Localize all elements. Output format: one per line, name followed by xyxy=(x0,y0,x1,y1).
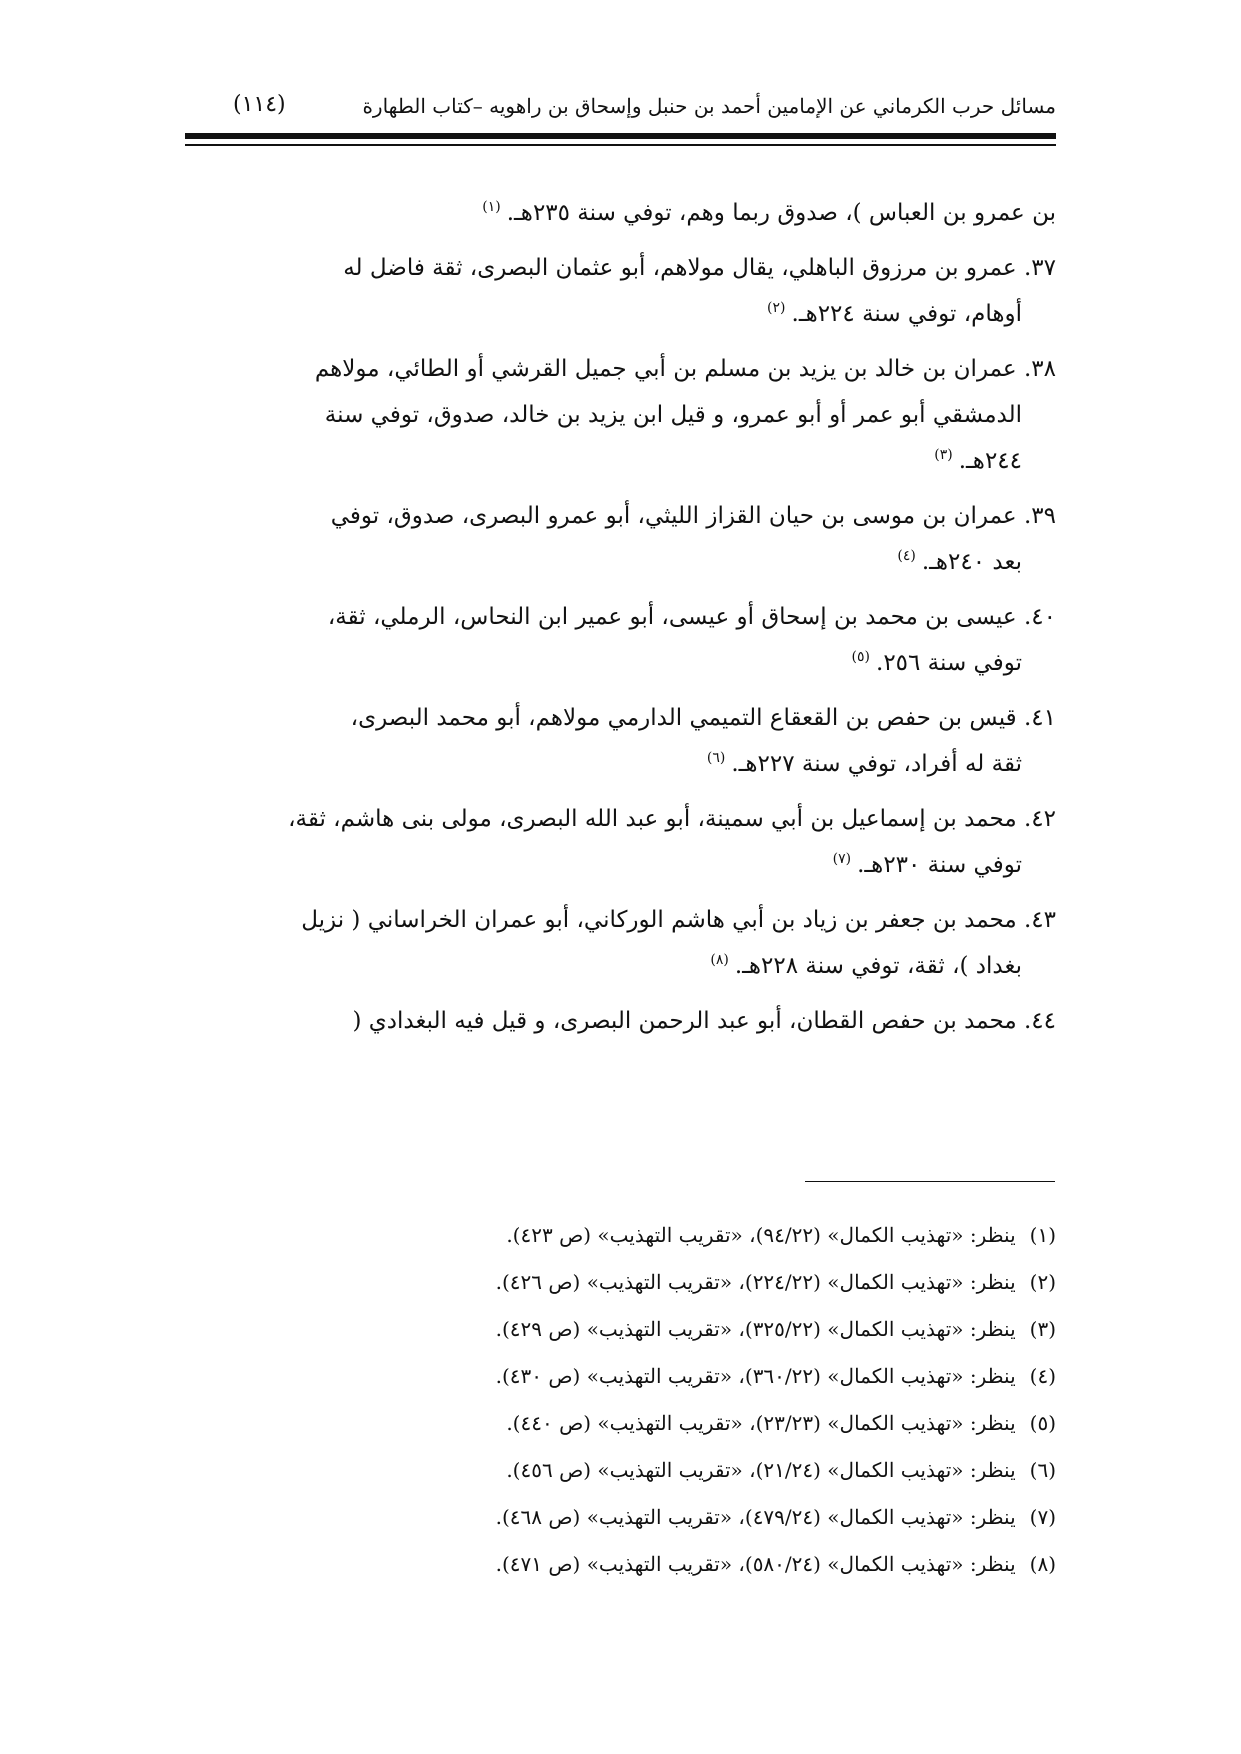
footnote-ref: (٤) xyxy=(897,548,916,565)
entry-line: محمد بن حفص القطان، أبو عبد الرحمن البصرى، و قيل فيه البغدادي ( xyxy=(352,1008,1017,1034)
footnote-text: ينظر: «تهذيب الكمال» (٩٤/٢٢)، «تقريب التهذيب» (ص ٤٢٣). xyxy=(506,1223,1016,1247)
footnote-text: ينظر: «تهذيب الكمال» (٣٦٠/٢٢)، «تقريب التهذيب» (ص ٤٣٠). xyxy=(495,1364,1016,1388)
header-title: مسائل حرب الكرماني عن الإمامين أحمد بن حنبل وإسحاق بن راهويه –كتاب الطهارة xyxy=(362,94,1056,118)
entry-line: عيسى بن محمد بن إسحاق أو عيسى، أبو عمير ابن النحاس، الرملي، ثقة، xyxy=(327,604,1017,630)
entry-line: بعد ٢٤٠هـ.$^{(٤)}$ xyxy=(897,548,1022,575)
footnote-number: (٧) xyxy=(1029,1505,1056,1529)
footnote-ref: (٢) xyxy=(767,300,786,317)
page-header xyxy=(185,80,1056,140)
entry-line: ثقة له أفراد، توفي سنة ٢٢٧هـ.$^{(٦)}$ xyxy=(706,750,1022,777)
entry-line: محمد بن جعفر بن زياد بن أبي هاشم الوركاني، أبو عمران الخراساني ( نزيل xyxy=(301,907,1017,933)
list-item xyxy=(185,695,1056,787)
footnote-number: (٦) xyxy=(1029,1458,1056,1482)
footnote-text: ينظر: «تهذيب الكمال» (٢٢٤/٢٢)، «تقريب التهذيب» (ص ٤٢٦). xyxy=(495,1270,1016,1294)
footnote-text: ينظر: «تهذيب الكمال» (٥٨٠/٢٤)، «تقريب التهذيب» (ص ٤٧١). xyxy=(495,1552,1016,1576)
entry-line: عمران بن موسى بن حيان القزاز الليثي، أبو عمرو البصرى، صدوق، توفي xyxy=(330,503,1017,529)
list-item xyxy=(185,998,1056,1044)
footnote xyxy=(185,1447,1056,1494)
footnote-ref: (٦) xyxy=(706,750,726,767)
footnote xyxy=(185,1353,1056,1400)
footnote-number: (٨) xyxy=(1029,1552,1056,1576)
entry-number: ٤٣. xyxy=(1023,907,1056,933)
entry-number: ٤٠. xyxy=(1023,604,1056,630)
entry-line: عمران بن خالد بن يزيد بن مسلم بن أبي جميل القرشي أو الطائي، مولاهم xyxy=(314,356,1017,382)
footnote xyxy=(185,1259,1056,1306)
list-item xyxy=(185,796,1056,888)
list-item xyxy=(185,594,1056,686)
footnote-number: (٢) xyxy=(1029,1270,1056,1294)
page-number: (١١٤) xyxy=(233,92,286,117)
entry-line: توفي سنة ٢٥٦.$^{(٥)}$ xyxy=(851,649,1022,676)
footnote xyxy=(185,1306,1056,1353)
entry-line: قيس بن حفص بن القعقاع التميمي الدارمي مولاهم، أبو محمد البصرى، xyxy=(350,705,1017,731)
footnote-number: (٥) xyxy=(1029,1411,1056,1435)
footnote-number: (١) xyxy=(1029,1223,1056,1247)
footnote xyxy=(185,1541,1056,1588)
entry-number: ٣٧. xyxy=(1023,255,1056,281)
continuation-text: بن عمرو بن العباس )، صدوق ربما وهم، توفي سنة ٢٣٥هـ.$^{(١)}$ xyxy=(482,199,1056,226)
footnote-ref: (٥) xyxy=(851,649,870,666)
footnote-ref: (١) xyxy=(482,199,501,216)
list-item xyxy=(185,245,1056,337)
footnote-ref: (٨) xyxy=(710,952,729,969)
entry-line: الدمشقي أبو عمر أو أبو عمرو، و قيل ابن يزيد بن خالد، صدوق، توفي سنة xyxy=(324,402,1022,428)
footnote-ref: (٣) xyxy=(934,447,953,464)
entry-line: بغداد )، ثقة، توفي سنة ٢٢٨هـ.$^{(٨)}$ xyxy=(710,952,1022,979)
entry-line: أوهام، توفي سنة ٢٢٤هـ.$^{(٢)}$ xyxy=(767,300,1022,327)
entry-number: ٣٨. xyxy=(1023,356,1056,382)
footnote xyxy=(185,1400,1056,1447)
header-rule-thick xyxy=(185,133,1056,139)
list-item xyxy=(185,346,1056,484)
footnote-number: (٤) xyxy=(1029,1364,1056,1388)
footnote xyxy=(185,1494,1056,1541)
footnote-separator xyxy=(805,1181,1055,1182)
footnote-text: ينظر: «تهذيب الكمال» (٢٣/٢٣)، «تقريب التهذيب» (ص ٤٤٠). xyxy=(506,1411,1016,1435)
footnote-text: ينظر: «تهذيب الكمال» (٣٢٥/٢٢)، «تقريب التهذيب» (ص ٤٢٩). xyxy=(495,1317,1016,1341)
entry-number: ٤٤. xyxy=(1023,1008,1056,1034)
list-item xyxy=(185,897,1056,989)
entry-line: عمرو بن مرزوق الباهلي، يقال مولاهم، أبو عثمان البصرى، ثقة فاضل له xyxy=(343,255,1017,281)
entry-line: محمد بن إسماعيل بن أبي سمينة، أبو عبد الله البصرى، مولى بنى هاشم، ثقة، xyxy=(288,806,1017,832)
body-text xyxy=(185,190,1056,1053)
entry-number: ٤٢. xyxy=(1023,806,1056,832)
entry-line: توفي سنة ٢٣٠هـ.$^{(٧)}$ xyxy=(832,851,1022,878)
entry-number: ٤١. xyxy=(1023,705,1056,731)
continuation-paragraph xyxy=(185,190,1056,236)
footnote xyxy=(185,1212,1056,1259)
footnote-number: (٣) xyxy=(1029,1317,1056,1341)
footnotes xyxy=(185,1212,1056,1588)
footnote-text: ينظر: «تهذيب الكمال» (٤٧٩/٢٤)، «تقريب التهذيب» (ص ٤٦٨). xyxy=(495,1505,1016,1529)
list-item xyxy=(185,493,1056,585)
header-rule-thin xyxy=(185,144,1056,146)
footnote-ref: (٧) xyxy=(832,851,852,868)
entry-number: ٣٩. xyxy=(1023,503,1056,529)
footnote-text: ينظر: «تهذيب الكمال» (٢١/٢٤)، «تقريب التهذيب» (ص ٤٥٦). xyxy=(506,1458,1016,1482)
entry-line: ٢٤٤هـ.$^{(٣)}$ xyxy=(934,447,1022,474)
